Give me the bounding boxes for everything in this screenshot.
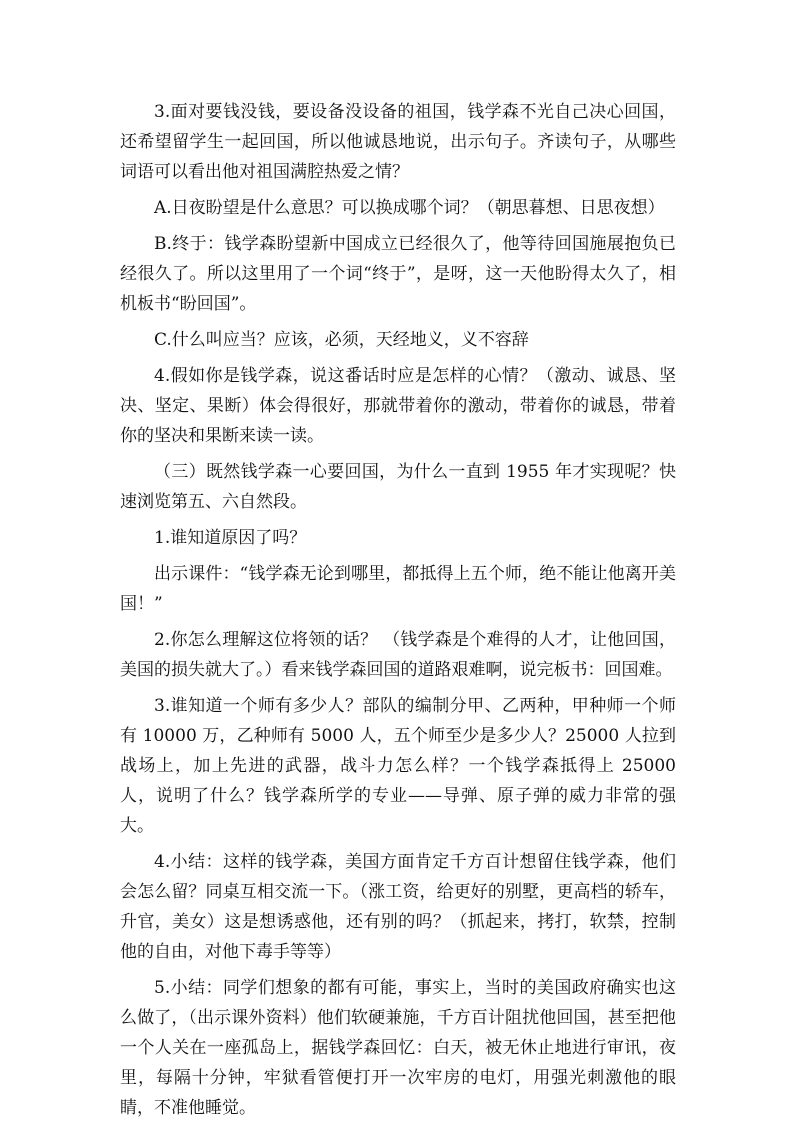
- paragraph-4-summary: 4.小结：这样的钱学森，美国方面肯定千方百计想留住钱学森，他们会怎么留？同桌互相交流一下。（涨工资，给更好的别墅，更高档的轿车，升官，美女）这是想诱惑他，还有别的吗？（抓起来，拷打，软禁，控制他的自由，对他下毒手等等）: [120, 852, 676, 962]
- paragraph-1-reason: 1.谁知道原因了吗？: [154, 528, 307, 548]
- paragraph-4-mood: 4.假如你是钱学森，说这番话时应是怎样的心情？（激动、诚恳、坚决、坚定、果断）体会得很好，那就带着你的激动，带着你的诚恳，带着你的坚决和果断来读一读。: [120, 366, 676, 446]
- paragraph-a-meaning: A.日夜盼望是什么意思？可以换成哪个词？（朝思暮想、日思夜想）: [154, 198, 665, 218]
- section-heading-3: （三）既然钱学森一心要回国，为什么一直到 1955 年才实现呢？快速浏览第五、六自然段。: [120, 462, 676, 512]
- paragraph-5-summary: 5.小结：同学们想象的都有可能，事实上，当时的美国政府确实也这么做了，（出示课外资料）他们软硬兼施，千方百计阻扰他回国，甚至把他一个人关在一座孤岛上，据钱学森回忆：白天，被无休止地进行审讯，夜里，每隔十分钟，牢狱看管便打开一次牢房的电灯，用强光刺激他的眼睛，不准他睡觉。: [120, 978, 676, 1118]
- paragraph-c-yingdang: C.什么叫应当？应该，必须，天经地义，义不容辞: [154, 330, 529, 350]
- paragraph-2-general: 2.你怎么理解这位将领的话？ （钱学森是个难得的人才，让他回国，美国的损失就大了。）看来钱学森回国的道路艰难啊，说完板书：回国难。: [120, 630, 676, 680]
- paragraph-3-division: 3.谁知道一个师有多少人？部队的编制分甲、乙两种，甲种师一个师有 10000 万，乙种师有 5000 人，五个师至少是多少人？25000 人拉到战场上，加上先进的武器，战斗力怎么样？一个钱学森抵得上 25000 人，说明了什么？钱学森所学的专业——导弹、原子弹的威力非常的强大。: [120, 696, 676, 836]
- paragraph-b-zhongyu: B.终于：钱学森盼望新中国成立已经很久了，他等待回国施展抱负已经很久了。所以这里用了一个词“终于”，是呀，这一天他盼得太久了，相机板书“盼回国”。: [120, 234, 676, 314]
- paragraph-3-question: 3.面对要钱没钱，要设备没设备的祖国，钱学森不光自己决心回国，还希望留学生一起回国，所以他诚恳地说，出示句子。齐读句子，从哪些词语可以看出他对祖国满腔热爱之情？: [120, 102, 676, 182]
- document-body: [120, 97, 676, 1129]
- paragraph-courseware-quote: 出示课件：“钱学森无论到哪里，都抵得上五个师，绝不能让他离开美国！”: [120, 564, 676, 614]
